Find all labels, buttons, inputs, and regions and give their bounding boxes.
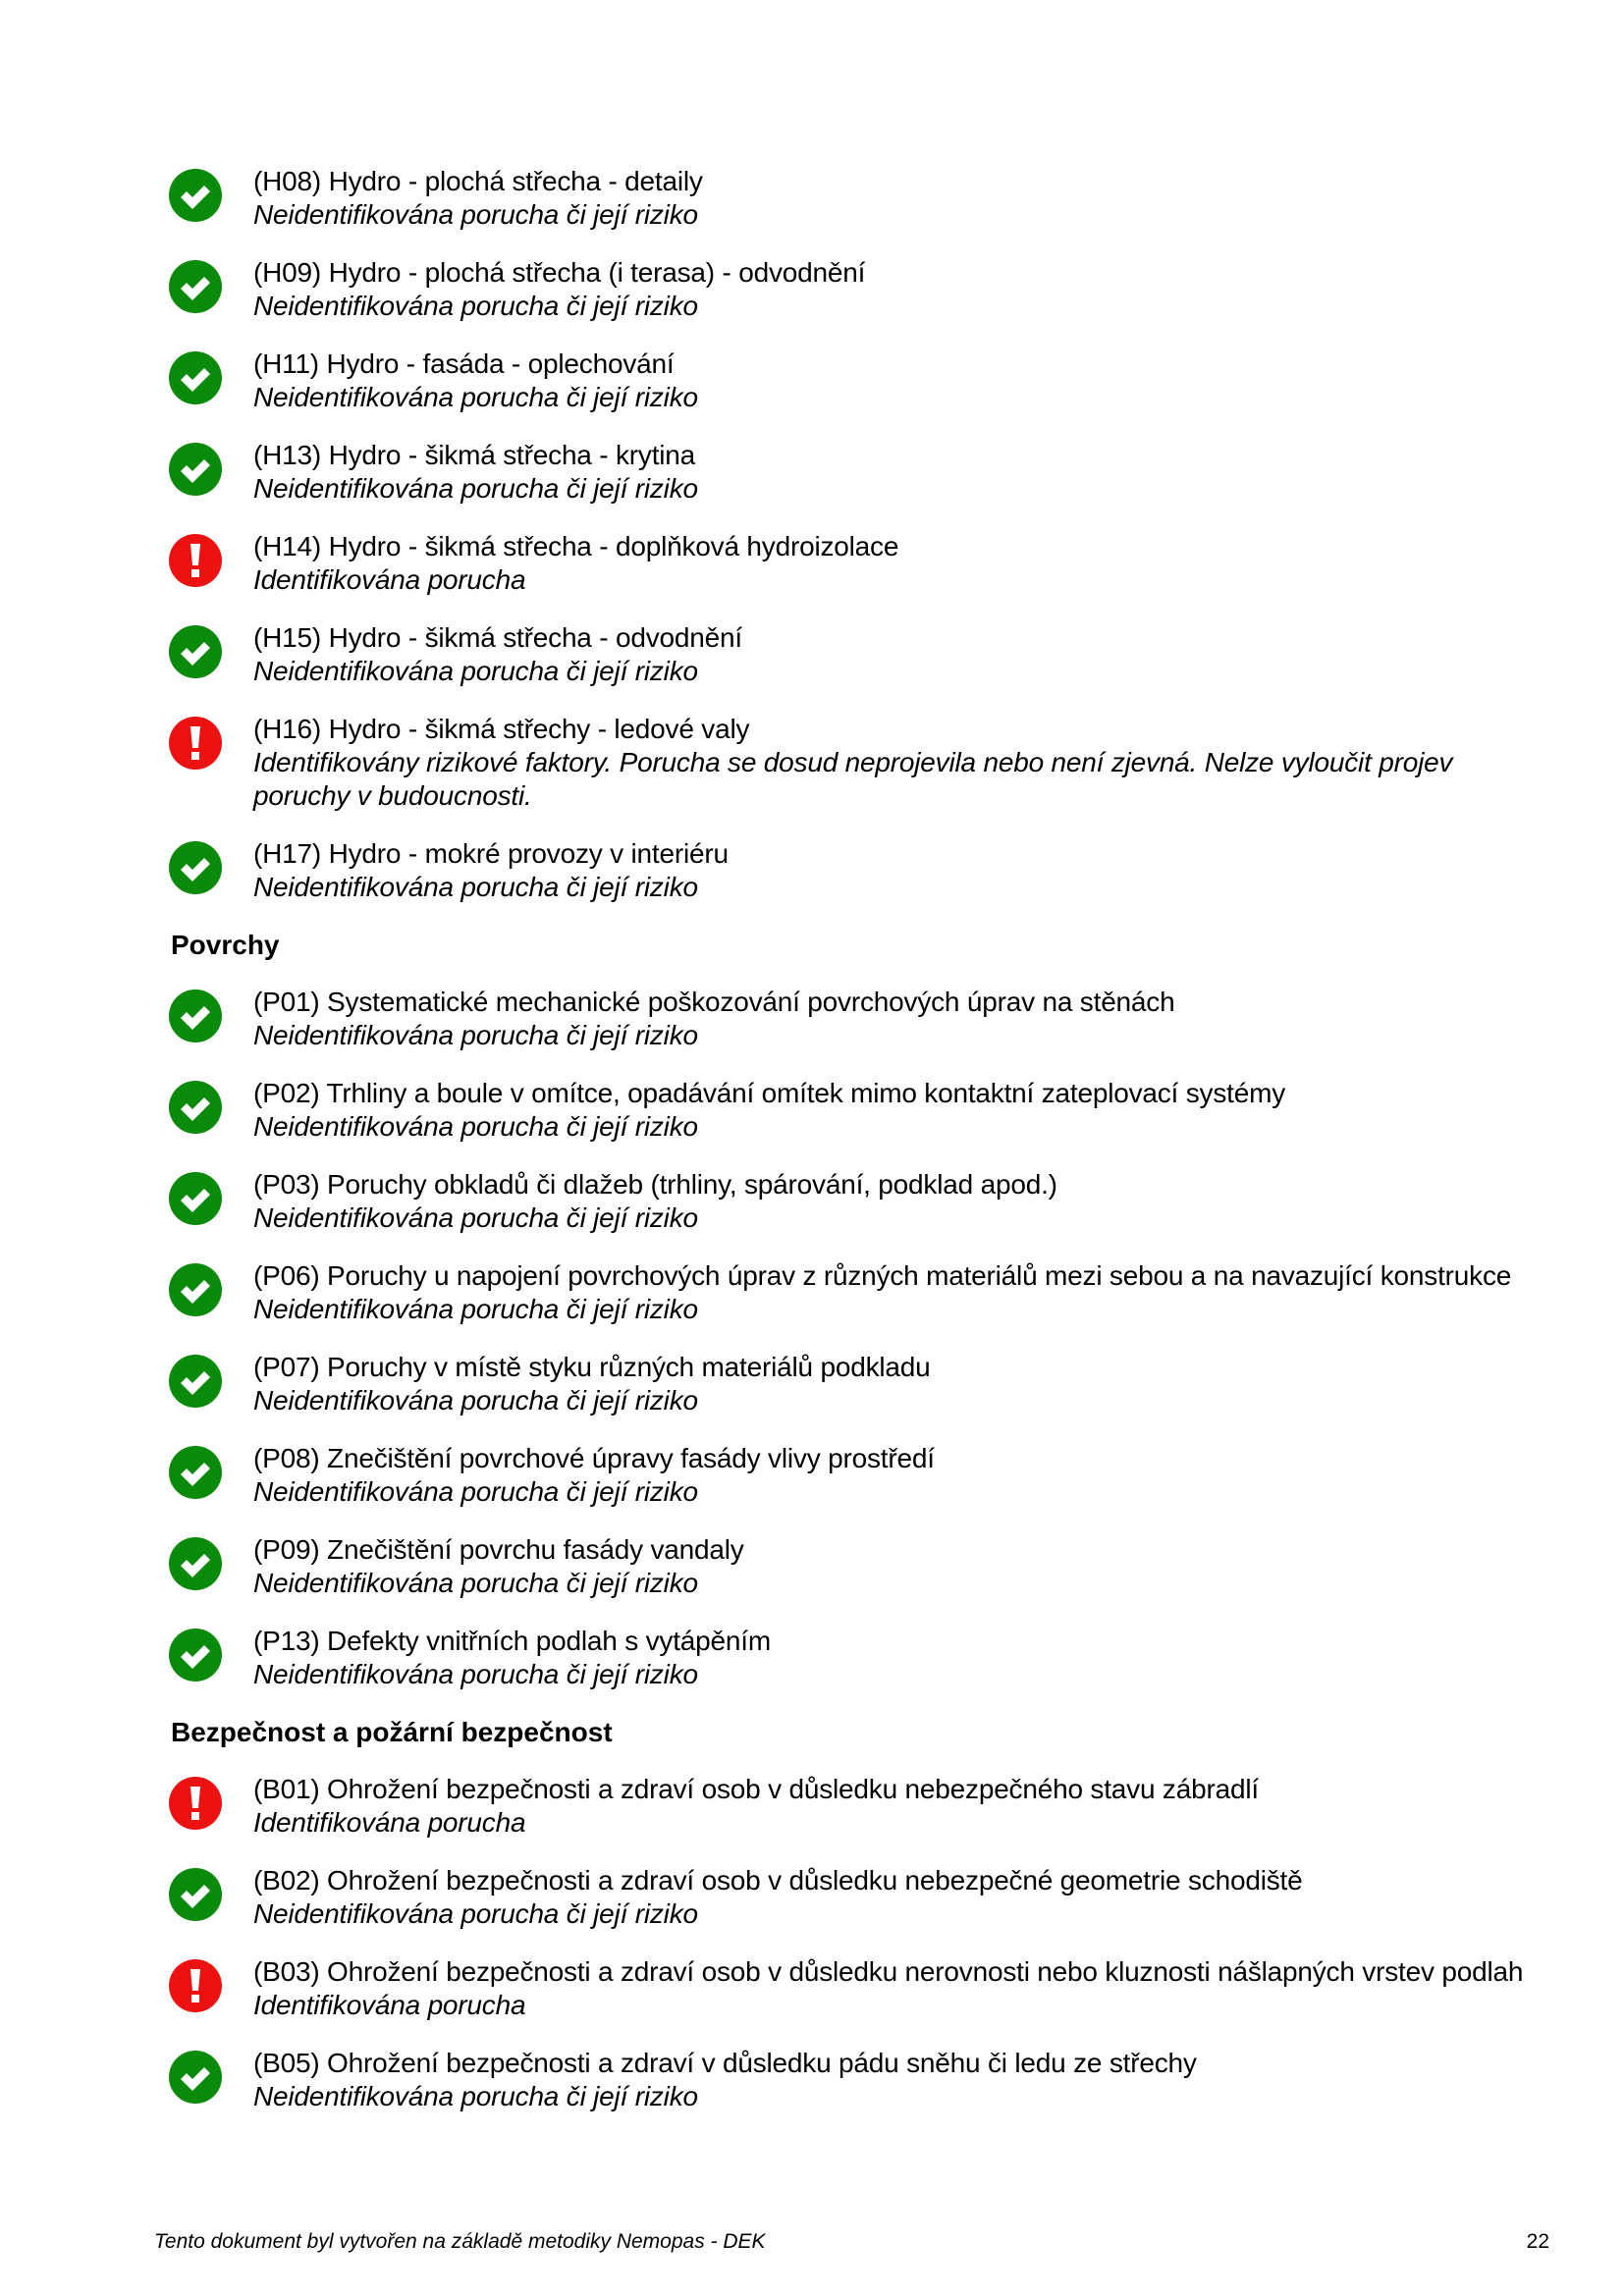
section-heading: Bezpečnost a požární bezpečnost	[171, 1717, 613, 1747]
item-title: (P01) Systematické mechanické poškozování povrchových úprav na stěnách	[253, 987, 1175, 1017]
item-title: (H11) Hydro - fasáda - oplechování	[253, 348, 675, 379]
item-title: (P08) Znečištění povrchové úpravy fasády vlivy prostředí	[253, 1443, 935, 1473]
exclamation-circle-icon	[169, 1777, 222, 1830]
item-title: (B03) Ohrožení bezpečnosti a zdraví osob v důsledku nerovnosti nebo kluznosti nášlapných vrstev podlah	[253, 1956, 1524, 1987]
checklist-item	[169, 2047, 1543, 2113]
item-title: (P06) Poruchy u napojení povrchových úprav z různých materiálů mezi sebou a na navazující konstrukce	[253, 1260, 1512, 1291]
item-title: (H08) Hydro - plochá střecha - detaily	[253, 166, 703, 196]
item-status: Neidentifikována porucha či její riziko	[253, 291, 698, 321]
item-status: Neidentifikována porucha či její riziko	[253, 199, 698, 230]
item-status: Neidentifikována porucha či její riziko	[253, 1202, 698, 1233]
item-title: (P07) Poruchy v místě styku různých materiálů podkladu	[253, 1352, 931, 1382]
item-status: Identifikována porucha	[253, 1990, 526, 2020]
item-text	[253, 621, 742, 688]
item-text	[253, 1351, 931, 1417]
check-circle-icon	[169, 1172, 222, 1225]
item-text	[253, 1625, 771, 1691]
check-circle-icon	[169, 2051, 222, 2104]
checklist-item	[169, 1351, 1543, 1417]
item-text	[253, 256, 865, 323]
item-text	[253, 1773, 1259, 1840]
checklist-item	[169, 1773, 1543, 1840]
item-text	[253, 986, 1174, 1052]
checklist-item	[169, 1442, 1543, 1509]
exclamation-circle-icon	[169, 534, 222, 587]
item-title: (P03) Poruchy obkladů či dlažeb (trhliny, spárování, podklad apod.)	[253, 1169, 1057, 1200]
item-title: (H15) Hydro - šikmá střecha - odvodnění	[253, 622, 742, 653]
check-circle-icon	[169, 443, 222, 496]
check-circle-icon	[169, 1355, 222, 1408]
checklist-item	[169, 165, 1543, 232]
check-circle-icon	[169, 1868, 222, 1921]
item-text	[253, 713, 1540, 813]
item-text	[253, 2047, 1197, 2113]
checklist-item	[169, 530, 1543, 597]
item-text	[253, 530, 898, 597]
item-title: (H13) Hydro - šikmá střecha - krytina	[253, 440, 696, 470]
section-heading: Povrchy	[171, 930, 280, 960]
item-text	[253, 1442, 935, 1509]
checklist-item	[169, 1077, 1543, 1144]
item-status: Neidentifikována porucha či její riziko	[253, 1385, 698, 1415]
item-title: (B05) Ohrožení bezpečnosti a zdraví v důsledku pádu sněhu či ledu ze střechy	[253, 2048, 1197, 2078]
item-status: Neidentifikována porucha či její riziko	[253, 382, 698, 412]
checklist-item	[169, 1533, 1543, 1600]
item-status: Neidentifikována porucha či její riziko	[253, 2081, 698, 2111]
checklist-item	[169, 1955, 1543, 2022]
checklist-section	[169, 1716, 1543, 2113]
checklist-item	[169, 1625, 1543, 1691]
item-status: Identifikovány rizikové faktory. Porucha se dosud neprojevila nebo není zjevná. Nelze vyloučit projev poruchy v budoucnosti.	[253, 747, 1453, 811]
check-circle-icon	[169, 169, 222, 222]
checklist-item	[169, 347, 1543, 414]
item-text	[253, 1077, 1285, 1144]
check-circle-icon	[169, 1537, 222, 1590]
item-title: (P13) Defekty vnitřních podlah s vytápěním	[253, 1626, 771, 1656]
check-circle-icon	[169, 1446, 222, 1499]
check-circle-icon	[169, 260, 222, 313]
checklist-item	[169, 1864, 1543, 1931]
item-title: (P09) Znečištění povrchu fasády vandaly	[253, 1534, 744, 1565]
checklist-content	[169, 165, 1543, 2138]
item-title: (H17) Hydro - mokré provozy v interiéru	[253, 838, 729, 869]
item-status: Neidentifikována porucha či její riziko	[253, 1111, 698, 1142]
checklist-item	[169, 837, 1543, 904]
checklist-item	[169, 1168, 1543, 1235]
checklist-section	[169, 929, 1543, 1691]
check-circle-icon	[169, 625, 222, 678]
item-text	[253, 165, 703, 232]
item-status: Neidentifikována porucha či její riziko	[253, 656, 698, 686]
footer-note: Tento dokument byl vytvořen na základě metodiky Nemopas - DEK	[154, 2230, 766, 2253]
exclamation-circle-icon	[169, 1959, 222, 2012]
checklist-section	[169, 165, 1543, 904]
item-status: Neidentifikována porucha či její riziko	[253, 1476, 698, 1507]
item-status: Neidentifikována porucha či její riziko	[253, 1020, 698, 1050]
checklist-item	[169, 621, 1543, 688]
item-status: Neidentifikována porucha či její riziko	[253, 473, 698, 504]
exclamation-circle-icon	[169, 717, 222, 770]
item-text	[253, 837, 729, 904]
item-title: (P02) Trhliny a boule v omítce, opadávání omítek mimo kontaktní zateplovací systémy	[253, 1078, 1285, 1108]
check-circle-icon	[169, 351, 222, 404]
item-status: Identifikována porucha	[253, 1807, 526, 1838]
item-title: (B02) Ohrožení bezpečnosti a zdraví osob v důsledku nebezpečné geometrie schodiště	[253, 1865, 1303, 1896]
item-status: Neidentifikována porucha či její riziko	[253, 1659, 698, 1689]
checklist-item	[169, 713, 1543, 813]
page-number: 22	[1526, 2230, 1549, 2253]
check-circle-icon	[169, 1081, 222, 1134]
item-text	[253, 1168, 1057, 1235]
check-circle-icon	[169, 1629, 222, 1682]
page-footer	[154, 2229, 1549, 2255]
checklist-item	[169, 1259, 1543, 1326]
checklist-item	[169, 256, 1543, 323]
item-status: Neidentifikována porucha či její riziko	[253, 1898, 698, 1929]
item-title: (H14) Hydro - šikmá střecha - doplňková hydroizolace	[253, 531, 899, 561]
checklist-item	[169, 439, 1543, 506]
item-status: Neidentifikována porucha či její riziko	[253, 1568, 698, 1598]
item-status: Identifikována porucha	[253, 564, 526, 595]
checklist-item	[169, 986, 1543, 1052]
item-title: (H16) Hydro - šikmá střechy - ledové valy	[253, 714, 750, 744]
item-text	[253, 1533, 744, 1600]
item-text	[253, 439, 698, 506]
item-text	[253, 1864, 1302, 1931]
item-status: Neidentifikována porucha či její riziko	[253, 872, 698, 902]
check-circle-icon	[169, 989, 222, 1042]
check-circle-icon	[169, 1263, 222, 1316]
item-text	[253, 1955, 1523, 2022]
item-status: Neidentifikována porucha či její riziko	[253, 1294, 698, 1324]
item-title: (H09) Hydro - plochá střecha (i terasa) - odvodnění	[253, 257, 866, 288]
item-text	[253, 1259, 1511, 1326]
item-text	[253, 347, 698, 414]
check-circle-icon	[169, 841, 222, 894]
item-title: (B01) Ohrožení bezpečnosti a zdraví osob v důsledku nebezpečného stavu zábradlí	[253, 1774, 1259, 1804]
